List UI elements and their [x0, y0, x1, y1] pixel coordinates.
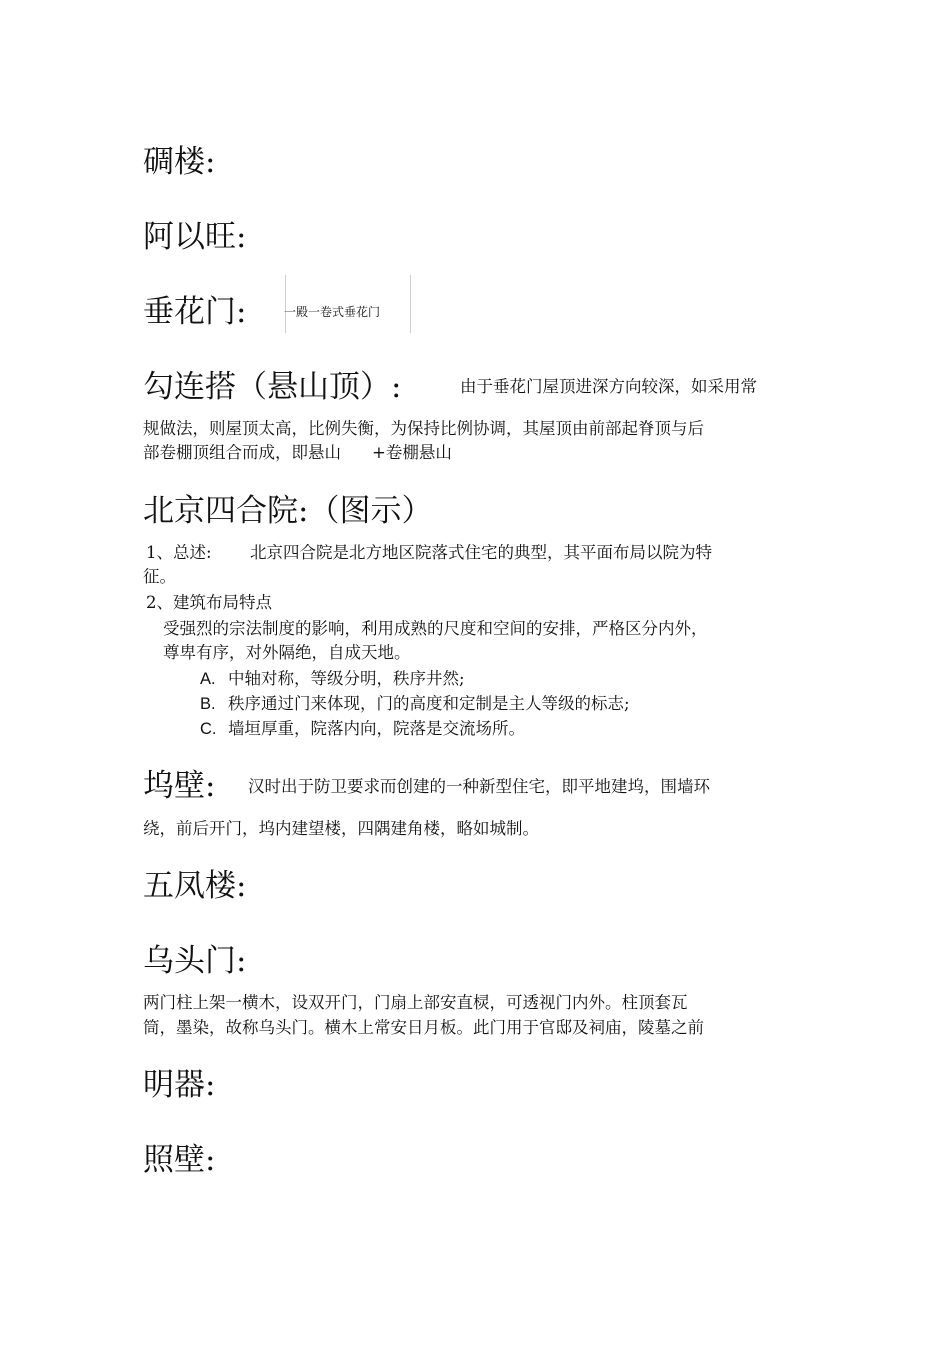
term-ayiwang: 阿以旺:	[143, 219, 247, 255]
point-marker: B.	[200, 695, 216, 713]
point-marker: C.	[200, 720, 217, 738]
term-chuihuamen: 垂花门:	[143, 294, 247, 330]
goulianda-text-line3a: 部卷棚顶组合而成，即悬山	[143, 443, 341, 462]
term-diaolou: 碉楼:	[143, 144, 216, 180]
beijing-s2-line1: 受强烈的宗法制度的影响，利用成熟的尺度和空间的安排，严格区分内外，	[163, 619, 708, 638]
chuihuamen-figure-caption: 一殿一卷式垂花门	[284, 305, 381, 319]
wubi-text-line1: 汉时出于防卫要求而创建的一种新型住宅，即平地建坞，围墙环	[248, 777, 710, 796]
goulianda-text-line2: 规做法，则屋顶太高，比例失衡，为保持比例协调，其屋顶由前部起脊顶与后	[143, 419, 704, 438]
term-wubi: 坞壁:	[143, 768, 216, 804]
beijing-s2-label: 2、建筑布局特点	[146, 593, 272, 612]
wutoumen-text-line1: 两门柱上架一横木，设双开门，门扇上部安直棂，可透视门内外。柱顶套瓦	[143, 993, 688, 1012]
term-goulianda: 勾连搭（悬山顶）:	[143, 369, 402, 405]
beijing-point-b	[200, 692, 630, 717]
beijing-s1-line2: 征。	[143, 567, 176, 586]
term-wufenglou: 五凤楼:	[143, 868, 247, 904]
wubi-text-line2: 绕，前后开门，坞内建望楼，四隅建角楼，略如城制。	[143, 819, 539, 838]
goulianda-text-line1: 由于垂花门屋顶进深方向较深，如采用常	[460, 377, 757, 396]
term-zhaobi: 照壁:	[143, 1142, 216, 1178]
term-beijing-siheyuan: 北京四合院:（图示）	[143, 493, 433, 529]
beijing-point-a	[200, 667, 465, 692]
beijing-s1-line1: 北京四合院是北方地区院落式住宅的典型，其平面布局以院为特	[250, 543, 712, 562]
wutoumen-text-line2: 筒，墨染，故称乌头门。横木上常安日月板。此门用于官邸及祠庙，陵墓之前	[143, 1018, 704, 1037]
point-marker: A.	[200, 670, 216, 688]
point-text: 秩序通过门来体现，门的高度和定制是主人等级的标志;	[228, 694, 630, 713]
beijing-s1-label: 1、总述:	[146, 543, 212, 562]
goulianda-text-line3b: +卷棚悬山	[372, 443, 452, 462]
beijing-s2-line2: 尊卑有序，对外隔绝，自成天地。	[163, 643, 411, 662]
point-text: 中轴对称，等级分明，秩序井然;	[228, 669, 465, 688]
term-wutoumen: 乌头门:	[143, 943, 247, 979]
term-mingqi: 明器:	[143, 1067, 216, 1103]
point-text: 墙垣厚重，院落内向，院落是交流场所。	[228, 719, 525, 738]
beijing-point-c	[200, 717, 525, 742]
